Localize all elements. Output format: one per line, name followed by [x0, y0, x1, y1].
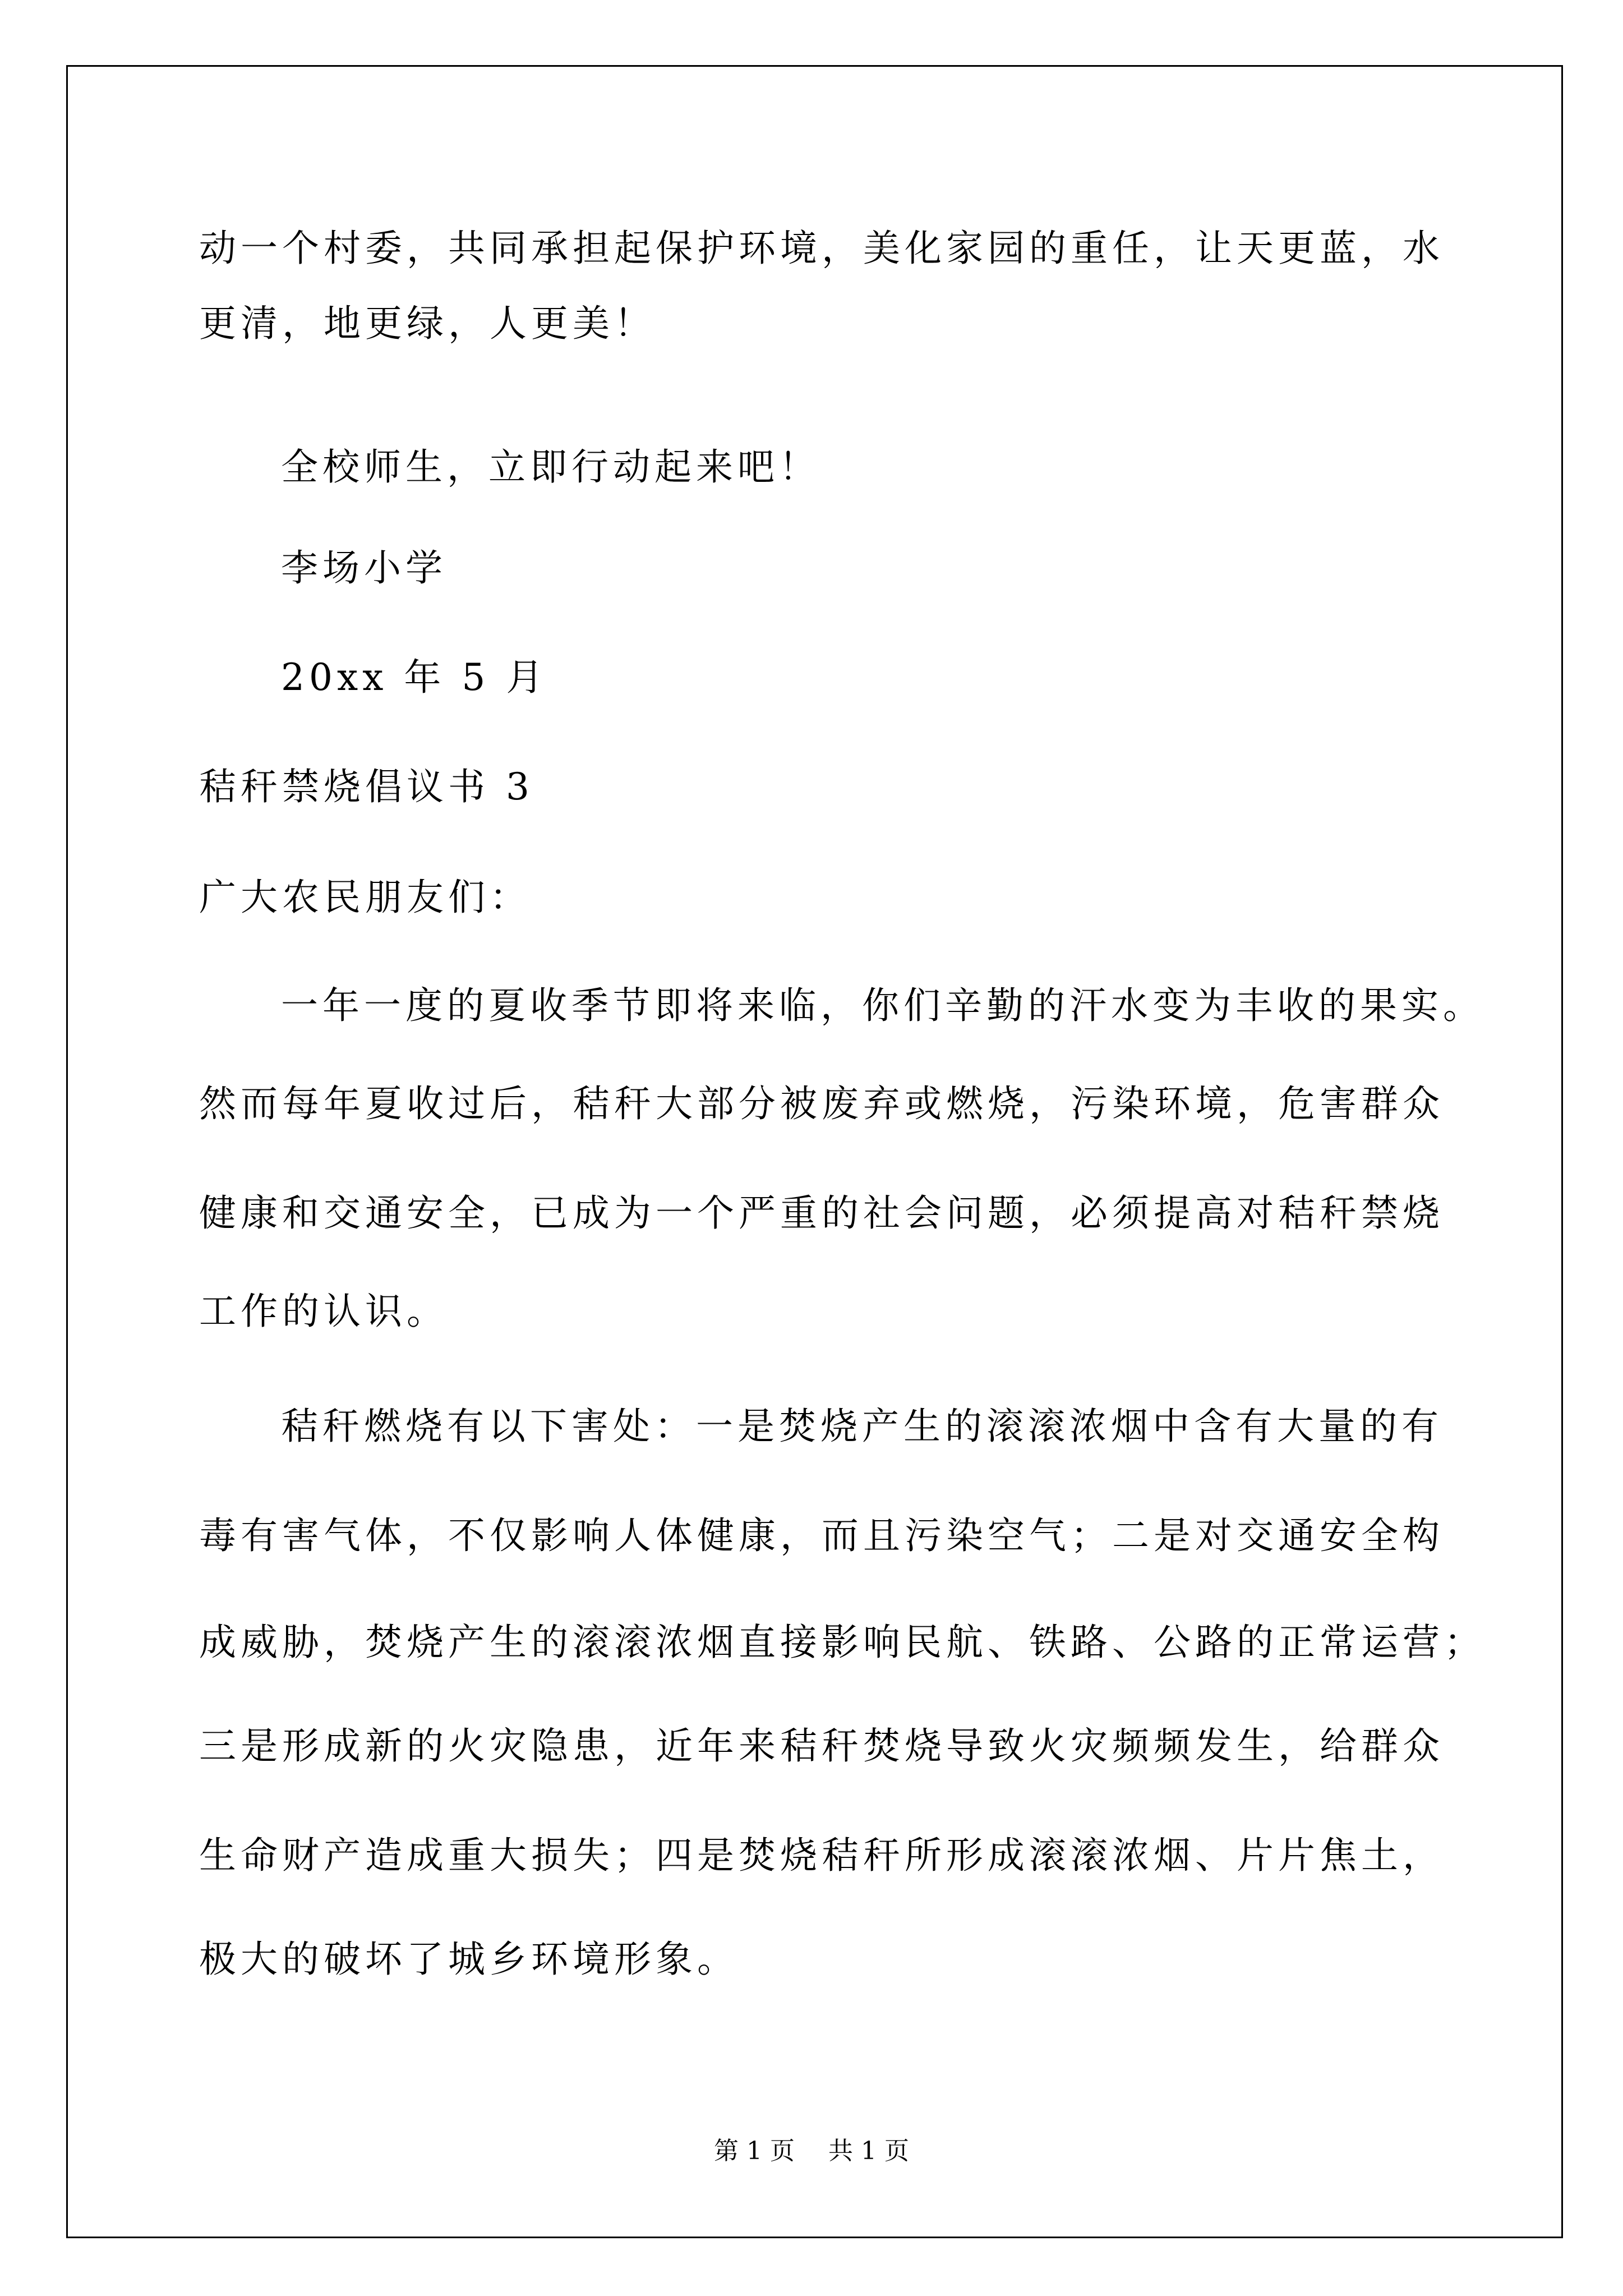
salutation: 广大农民朋友们：: [199, 876, 531, 919]
paragraph-line: 极大的破坏了城乡环境形象。: [199, 1938, 739, 1981]
paragraph-line: 成威胁，焚烧产生的滚滚浓烟直接影响民航、铁路、公路的正常运营；: [199, 1621, 1486, 1664]
page-border: [66, 65, 1563, 2238]
paragraph-line: 更清，地更绿，人更美！: [199, 302, 656, 345]
paragraph-line: 生命财产造成重大损失；四是焚烧秸秆所形成滚滚浓烟、片片焦土，: [199, 1834, 1444, 1877]
paragraph-line: 秸秆燃烧有以下害处：一是焚烧产生的滚滚浓烟中含有大量的有: [281, 1405, 1443, 1448]
closing-call: 全校师生，立即行动起来吧！: [281, 445, 820, 489]
paragraph-line: 健康和交通安全，已成为一个严重的社会问题，必须提高对秸秆禁烧: [199, 1191, 1444, 1235]
paragraph-line: 然而每年夏收过后，秸秆大部分被废弃或燃烧，污染环境，危害群众: [199, 1082, 1444, 1125]
page-number: 第 1 页: [714, 2137, 795, 2165]
paragraph-line: 动一个村委，共同承担起保护环境，美化家园的重任，让天更蓝，水: [199, 227, 1444, 270]
signature-school: 李场小学: [281, 546, 447, 590]
section-title: 秸秆禁烧倡议书 3: [199, 765, 534, 808]
page-total: 共 1 页: [828, 2137, 909, 2165]
paragraph-line: 一年一度的夏收季节即将来临，你们辛勤的汗水变为丰收的果实。: [281, 984, 1484, 1027]
paragraph-line: 毒有害气体，不仅影响人体健康，而且污染空气；二是对交通安全构: [199, 1514, 1444, 1557]
paragraph-line: 工作的认识。: [199, 1290, 448, 1333]
paragraph-line: 三是形成新的火灾隐患，近年来秸秆焚烧导致火灾频频发生，给群众: [199, 1724, 1444, 1768]
page-footer: [0, 2139, 1623, 2164]
signature-date: 20xx 年 5 月: [281, 656, 548, 699]
